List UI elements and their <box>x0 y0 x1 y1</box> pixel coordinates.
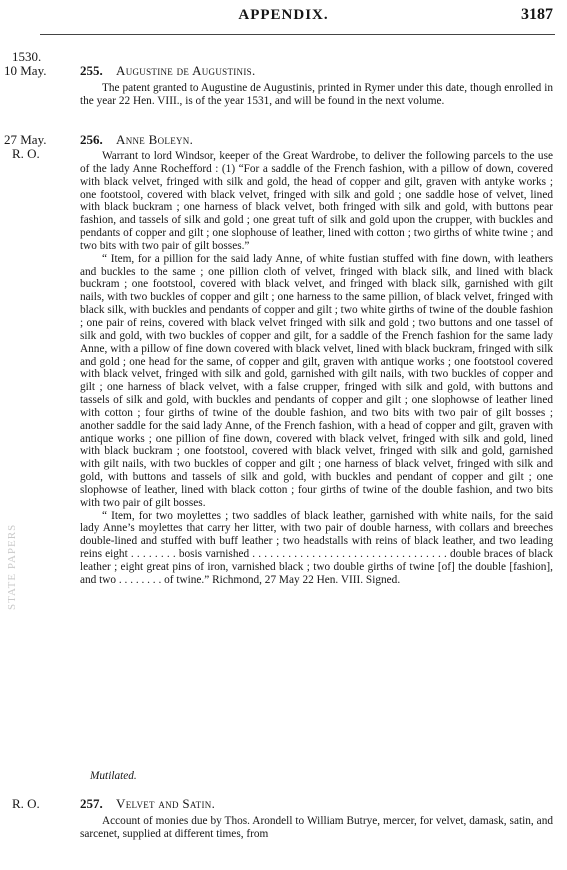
entry-256-margin <box>0 133 62 161</box>
entry-256-body <box>80 150 553 587</box>
entry-number: 255. <box>80 63 103 78</box>
library-watermark: STATE PAPERS <box>6 523 18 610</box>
entry-257-margin <box>0 797 62 811</box>
entry-date: 27 May. <box>4 132 47 147</box>
paragraph: “ Item, for a pillion for the said lady Anne, of white fustian stuffed with fine down, with leathers and buckles to the same ; one pillion cloth of velvet, fringed with black silk, and lined with black buckram ; one footstool, covered with black velvet, and fringed with black silk, garnished with gilt nails, with two buckles of copper and gilt ; one harness to the same pillion, of black velvet, fringed with black silk, with buckles and pendants of copper and gilt ; two white girths of twine of the double fashion ; one pair of reins, covered with black velvet fringed with silk and gold ; two buttons and one tassel of silk and gold, with two buckles of copper and gilt, for a saddle of the French fashion for the same lady Anne, with a pillow of fine down covered with black velvet, lined with black buckram, fringed with silk and gold ; one head for the same, of copper and gilt, graven with antique works ; one footstool covered with black velvet, fringed with silk and gold, garnished with gilt nails, with two buckles of copper and gilt ; one harness of black velvet, with a false crupper, fringed with silk and gold, with buttons and tassels of silk and gold, with buckles and pendants of copper and gilt ; one slophowse of leather lined with cotton ; four girths of twine of the double fashion, and two bits with two pair of gilt bosses ; another saddle for the said lady Anne, of the French fashion, with a head of copper and gilt, graven with antique works ; one pillion of fine down, covered with black velvet, fringed with silk and gold, lined with black buckram ; one footstool, covered with black velvet, fringed with silk and gold, garnished with gilt nails, with two buckles of copper and gilt ; one harness of black velvet, fringed with silk and gold, with buttons and tassels of silk and gold, with buckles and pendant of copper and gilt ; one slophowse of leather, lined with black cotton ; four girths of twine of the double fashion, and two bits with two pair of gilt bosses. <box>80 252 553 509</box>
entry-year: 1530. <box>12 49 42 64</box>
page-header <box>0 0 567 34</box>
entry-title: Velvet and Satin. <box>116 796 216 811</box>
entry-256-heading <box>80 133 193 147</box>
entry-source: R. O. <box>12 796 40 811</box>
paragraph: “ Item, for two moylettes ; two saddles of black leather, garnished with white nails, for the said lady Anne’s moylettes that carry her litter, with two pair of double harness, with collars and breeches double-lined and stuffed with buff leather ; two headstalls with reins of black leather, and two leading reins eight . . . . . . . . bosis varnished . . . . . . . . . . . . . . . . . . . . . . . . . . . . . . . . . double braces of black leather ; eight great pins of iron, varnished black ; two double girths of twine [of] the double [fashion], and two . . . . . . . . of twine.” Richmond, 27 May 22 Hen. VIII. Signed. <box>80 509 553 586</box>
entry-number: 257. <box>80 796 103 811</box>
paragraph: The patent granted to Augustine de Augustinis, printed in Rymer under this date, though enrolled in the year 22 Hen. VIII., is of the year 1531, and will be found in the next volume. <box>80 82 553 107</box>
page-number: 3187 <box>521 6 553 23</box>
entry-title: Anne Boleyn. <box>116 132 194 147</box>
entry-257-body <box>80 815 553 841</box>
paragraph: Account of monies due by Thos. Arondell to William Butrye, mercer, for velvet, damask, satin, and sarcenet, supplied at different times, from <box>80 815 553 840</box>
header-rule <box>40 34 555 35</box>
entry-title: Augustine de Augustinis. <box>116 63 256 78</box>
paragraph: Warrant to lord Windsor, keeper of the Great Wardrobe, to deliver the following parcels to the use of the lady Anne Rochefford : (1) “For a saddle of the French fashion, with a pillow of down, covered with black velvet, fringed with silk and gold, the head of copper and gilt, graven with antyke works ; one footstool, covered with black velvet, fringed with silk and gold ; one saddle hose of velvet, lined with black buckram ; one harness of black velvet, both fringed with silk and gold, with buttons pear fashion, and tassels of silk and gold ; one great tuft of silk and gold upon the crupper, with buckles and pendants of copper and gilt ; one slophouse of leather, lined with cotton ; two girths of white twine ; and two bits with two pair of gilt bosses.” <box>80 150 553 252</box>
running-title: APPENDIX. <box>238 7 329 23</box>
entry-number: 256. <box>80 132 103 147</box>
entry-source: R. O. <box>12 146 40 161</box>
entry-255-body <box>80 82 553 108</box>
entry-date: 10 May. <box>4 63 47 78</box>
entry-note: Mutilated. <box>90 770 137 782</box>
entry-255-margin <box>0 50 62 78</box>
entry-257-heading <box>80 797 215 811</box>
entry-255-heading <box>80 64 256 78</box>
